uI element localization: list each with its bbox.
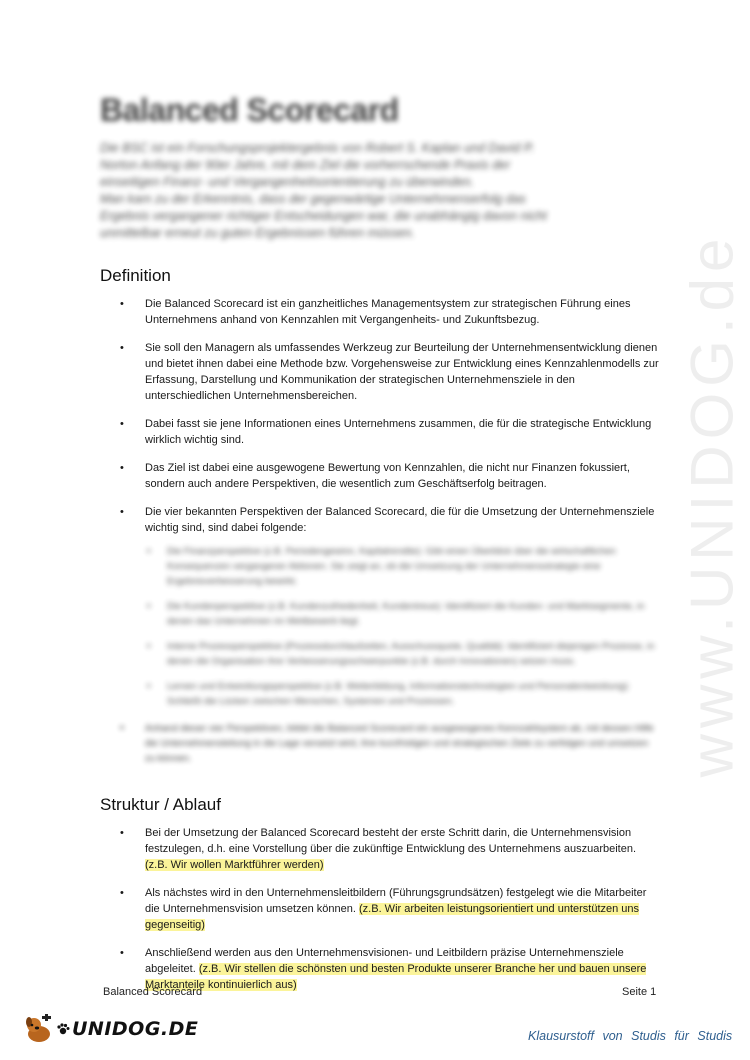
list-item: • Die Balanced Scorecard ist ein ganzheitliches Managementsystem zur strategischen Führung eines Unternehmens anhand von Kennzahlen mit Vergangenheits- und Zukunftsbezug. [120,296,660,328]
list-item: • Sie soll den Managern als umfassendes Werkzeug zur Beurteilung der Unternehmensentwicklung dienen und bietet ihnen dabei eine Methode bzw. Vorgehensweise zur Entwicklung eines Kennzahlenmodells zur Erfassung, Darstellung und Kommunikation der strategischen Unternehmensziele in den unterschiedlichen Unternehmensbereichen. [120,340,660,404]
sublist-item: ▪ Die Kundenperspektive (z.B. Kundenzufriedenheit, Kundentreue): Identifiziert die Kunden- und Marktsegmente, in denen das Unternehmen im Wettbewerb liegt. [145,599,660,629]
intro-line: Die BSC ist ein Forschungsprojektergebnis von Robert S. Kaplan und David P. [100,141,535,155]
tagline: Klausurstoff von Studis für Studis [528,1029,733,1043]
watermark: www.UNIDOG.de [678,232,746,778]
list-item: • Das Ziel ist dabei eine ausgewogene Bewertung von Kennzahlen, die nicht nur Finanzen fokussiert, sondern auch andere Perspektiven, die wesentlich zum Geschäftserfolg beitragen. [120,460,660,492]
section-heading-structure: Struktur / Ablauf [100,795,221,814]
list-item-text: Als nächstes wird in den Unternehmensleitbildern (Führungsgrundsätzen) festgelegt wie die Mitarbeiter die Unternehmensvision umsetzen können. [145,887,647,915]
intro-line: Man kam zu der Erkenntnis, dass der gegenwärtige Unternehmenserfolg das [100,192,526,206]
intro-line: unmittelbar erneut zu guten Ergebnissen führen müssen. [100,226,415,240]
sublist-item: ▪ Lernen und Entwicklungsperspektive (z.B. Weiterbildung, Informationstechnologien und Personalentwicklung): Schließt die Lücken zwischen Menschen, Systemen und Prozessen. [145,679,660,709]
footer-page-number: Seite 1 [622,986,657,998]
structure-list [120,825,660,1005]
list-item-perspectives [120,504,660,709]
list-item [120,885,660,933]
example-highlight: (z.B. Wir arbeiten leistungsorientiert und unterstützen uns gegenseitig) [145,903,640,931]
logo-text: UNIDOG.DE [72,1018,199,1040]
sublist-item: ▪ Die Finanzperspektive (z.B. Periodengewinn, Kapitalrendite): Gibt einen Überblick über die wirtschaftlichen Konsequenzen vergangener Aktionen. Sie zeigt an, ob die Umsetzung der Unternehmensstrategie eine Ergebnisverbesserung bewirkt. [145,544,660,589]
intro-paragraph [100,140,640,242]
list-item-text: Bei der Umsetzung der Balanced Scorecard besteht der erste Schritt darin, die Unternehmensvision festzulegen, d.h. eine Vorstellung über die zukünftige Entwicklung des Unternehmens auszuarbeiten. [145,827,637,855]
document-title: Balanced Scorecard [100,92,399,128]
paw-icon [56,1022,70,1036]
unidog-logo[interactable] [22,1014,198,1044]
list-item: • Dabei fasst sie jene Informationen eines Unternehmens zusammen, die für die strategische Entwicklung wirklich wichtig sind. [120,416,660,448]
sublist-item: ▪ Interne Prozessperspektive (Prozessdurchlaufzeiten, Ausschussquote, Qualität): Identifiziert diejenigen Prozesse, in denen die Organisation ihre Verbesserungsschwerpunkte (z.B. durch Innovationen) setzen muss. [145,639,660,669]
list-item [120,825,660,873]
intro-line: Ergebnis vergangener richtiger Entscheidungen war, die unabhängig davon nicht [100,209,547,223]
intro-line: Norton Anfang der 90er Jahre, mit dem Ziel die vorherrschende Praxis der [100,158,511,172]
example-highlight: (z.B. Wir stellen die schönsten und besten Produkte unserer Branche her und bauen unsere Marktanteile kontinuierlich aus) [145,963,647,991]
perspectives-sublist [145,544,660,709]
definition-list [120,296,660,778]
example-highlight: (z.B. Wir wollen Marktführer werden) [145,859,324,871]
footer-document-title: Balanced Scorecard [103,986,203,998]
list-item-text: Anschließend werden aus den Unternehmensvisionen- und Leitbildern präzise Unternehmensziele abgeleitet. [145,947,624,975]
list-item-closing: • Anhand dieser vier Perspektiven, bildet die Balanced Scorecard ein ausgewogenes Kennzahlsystem ab, mit dessen Hilfe die Unternehmensleitung in die Lage versetzt wird, ihre kurzfristigen und strategischen Ziele zu verfolgen und umsetzen zu können. [120,721,660,766]
intro-line: einseitigen Finanz- und Vergangenheitsorientierung zu überwinden. [100,175,475,189]
list-item-text: Die vier bekannten Perspektiven der Balanced Scorecard, die für die Umsetzung der Unternehmensziele wichtig sind, sind dabei folgende: [145,506,655,534]
dog-icon [22,1014,56,1044]
section-heading-definition: Definition [100,266,171,285]
